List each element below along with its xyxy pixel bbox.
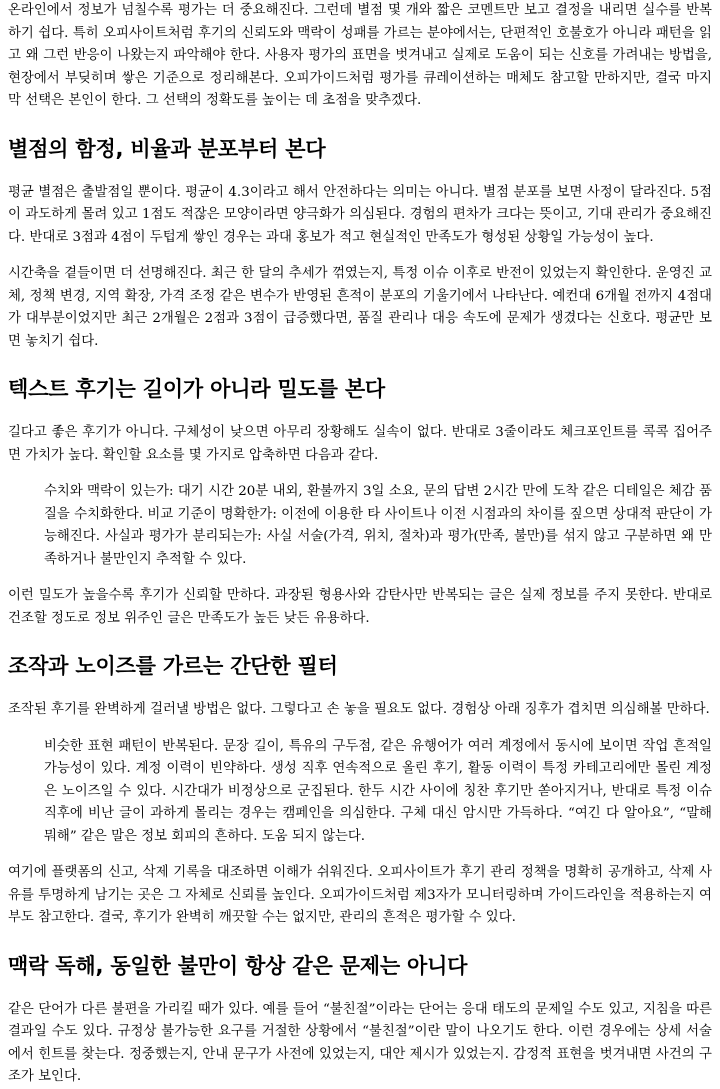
section-1-paragraph-2: 시간축을 곁들이면 더 선명해진다. 최근 한 달의 추세가 꺾였는지, 특정 이슈 이후로 반전이 있었는지 확인한다. 운영진 교체, 정책 변경, 지역 확장, 가격 조정 같은 변수가 반영된 흔적이 분포의 기울기에서 나타난다. 예컨대 6개월 전까지 4점대가 대부분이었지만 최근 2개월은 2점과 3점이 급증했다면, 품질 관리나 대응 속도에 문제가 생겼다는 신호다. 평균만 보면 놓치기 쉽다.: [8, 266, 712, 349]
section-3-quote-text: 비슷한 표현 패턴이 반복된다. 문장 길이, 특유의 구두점, 같은 유행어가 여러 계정에서 동시에 보이면 작업 흔적일 가능성이 있다. 계정 이력이 빈약하다. 생성 직후 연속적으로 올린 후기, 활동 이력이 특정 카테고리에만 몰린 계정은 노이즈일 수 있다. 시간대가 비정상으로 군집된다. 한두 시간 사이에 칭찬 후기만 쏟아지거나, 반대로 특정 이슈 직후에 비난 글이 과하게 몰리는 경우는 캠페인을 의심한다. 구체 대신 암시만 가득하다. “여긴 다 알아요”, “말해 뭐해” 같은 말은 정보 회피의 흔하다. 도움 되지 않는다.: [44, 738, 712, 844]
section-2-paragraph-1: 길다고 좋은 후기가 아니다. 구체성이 낮으면 아무리 장황해도 실속이 없다. 반대로 3줄이라도 체크포인트를 콕콕 집어주면 가치가 높다. 확인할 요소를 몇 가지로 압축하면 다음과 같다.: [8, 425, 712, 463]
section-2-paragraph-after: 이런 밀도가 높을수록 후기가 신뢰할 만하다. 과장된 형용사와 감탄사만 반복되는 글은 실제 정보를 주지 못한다. 반대로 건조할 정도로 정보 위주인 글은 만족도가 높든 낮든 유용하다.: [8, 588, 712, 626]
section-4-paragraph-1: 같은 단어가 다른 불편을 가리킬 때가 있다. 예를 들어 “불친절”이라는 단어는 응대 태도의 문제일 수도 있고, 지침을 따른 결과일 수도 있다. 규정상 불가능한 요구를 거절한 상황에서 “불친절”이란 말이 나오기도 한다. 이런 경우에는 상세 서술에서 힌트를 찾는다. 정중했는지, 안내 문구가 사전에 있었는지, 대안 제시가 있었는지. 감정적 표현을 벗겨내면 사건의 구조가 보인다.: [8, 1001, 712, 1084]
section-3-signs-quote: [44, 736, 712, 849]
section-1-paragraph-1: 평균 별점은 출발점일 뿐이다. 평균이 4.3이라고 해서 안전하다는 의미는 아니다. 별점 분포를 보면 사정이 달라진다. 5점이 과도하게 몰려 있고 1점도 적잖은 모양이라면 양극화가 의심된다. 경험의 편차가 크다는 뜻이고, 기대 관리가 중요해진다. 반대로 3점과 4점이 두텁게 쌓인 경우는 과대 홍보가 적고 현실적인 만족도가 형성된 상황일 가능성이 높다.: [8, 184, 712, 245]
section-3-paragraph-1: 조작된 후기를 완벽하게 걸러낼 방법은 없다. 그렇다고 손 놓을 필요도 없다. 경험상 아래 징후가 겹치면 의심해볼 만하다.: [8, 702, 710, 717]
section-3-paragraph-after: 여기에 플랫폼의 신고, 삭제 기록을 대조하면 이해가 쉬워진다. 오피사이트가 후기 관리 정책을 명확히 공개하고, 삭제 사유를 투명하게 남기는 곳은 그 자체로 신뢰를 높인다. 오피가이드처럼 제3자가 모니터링하며 가이드라인을 적용하는지 여부도 참고한다. 결국, 후기가 완벽히 깨끗할 수는 없지만, 관리의 흔적은 평가할 수 있다.: [8, 865, 712, 925]
section-2-quote-text: 수치와 맥락이 있는가: 대기 시간 20분 내외, 환불까지 3일 소요, 문의 답변 2시간 만에 도착 같은 디테일은 체감 품질을 수치화한다. 비교 기준이 명확한가: 이전에 이용한 타 사이트나 이전 시점과의 차이를 짚으면 상대적 판단이 가능해진다. 사실과 평가가 분리되는가: 사실 서술(가격, 위치, 절차)과 평가(만족, 불만)를 섞지 않고 구분하면 왜 만족하거나 불만인지 추적할 수 있다.: [44, 484, 712, 567]
section-2-checklist-quote: [44, 481, 712, 571]
section-heading-noise-filter: 조작과 노이즈를 가르는 간단한 필터: [8, 654, 338, 678]
section-heading-context-reading: 맥락 독해, 동일한 불만이 항상 같은 문제는 아니다: [8, 953, 468, 978]
section-heading-text-reviews: 텍스트 후기는 길이가 아니라 밀도를 본다: [8, 377, 386, 401]
intro-paragraph: 온라인에서 정보가 넘칠수록 평가는 더 중요해진다. 그런데 별점 몇 개와 짧은 코멘트만 보고 결정을 내리면 실수를 반복하기 쉽다. 특히 오피사이트처럼 후기의 신뢰도와 맥락이 성패를 가르는 분야에서는, 단편적인 호불호가 아니라 패턴을 읽고 왜 그런 반응이 나왔는지 파악해야 한다. 사용자 평가의 표면을 벗겨내고 실제로 도움이 되는 신호를 가려내는 방법을, 현장에서 부딪히며 쌓은 기준으로 정리해본다. 오피가이드처럼 평가를 큐레이션하는 매체도 참고할 만하지만, 결국 마지막 선택은 본인이 한다. 그 선택의 정확도를 높이는 데 초점을 맞추겠다.: [8, 3, 712, 108]
section-heading-star-rating: 별점의 함정, 비율과 분포부터 본다: [8, 136, 326, 161]
